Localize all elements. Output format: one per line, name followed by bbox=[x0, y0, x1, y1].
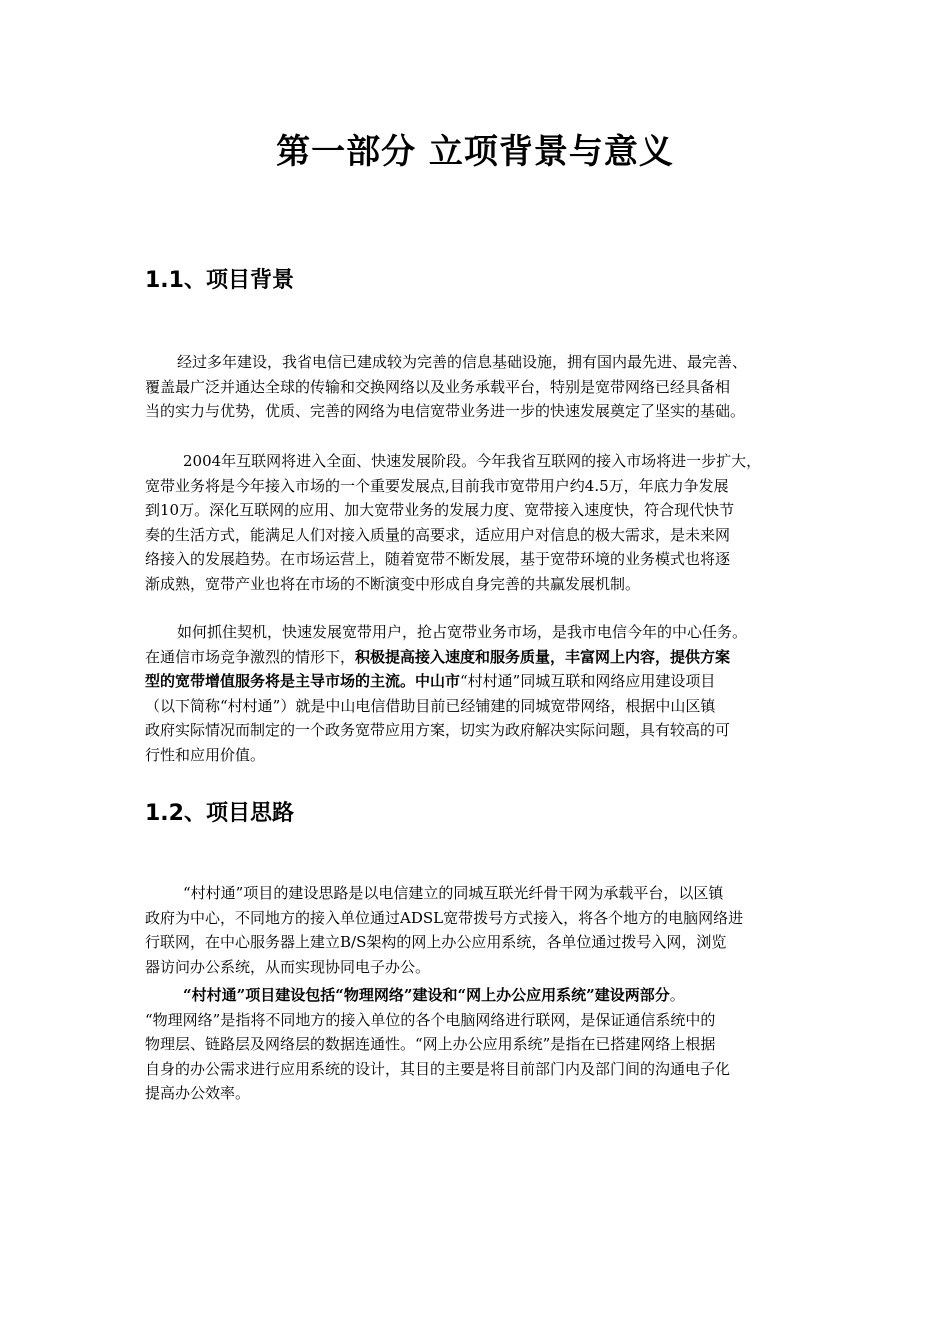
text-line bbox=[145, 983, 815, 1008]
emphasis-text: “村村通”项目建设包括“物理网络”建设和“网上办公应用系统”建设两部分 bbox=[183, 986, 670, 1004]
section-heading-background: 1.1、项目背景 bbox=[145, 268, 294, 293]
paragraph-approach-1 bbox=[145, 881, 815, 979]
paragraph-approach-2 bbox=[145, 983, 815, 1106]
text-line: 政府实际情况而制定的一个政务宽带应用方案，切实为政府解决实际问题，具有较高的可 bbox=[145, 721, 731, 739]
text-line: 行联网，在中心服务器上建立B/S架构的网上办公应用系统，各单位通过拨号入网，浏览 bbox=[145, 933, 727, 951]
page-title: 第一部分 立项背景与意义 bbox=[276, 132, 674, 172]
text-line: 覆盖最广泛并通达全球的传输和交换网络以及业务承载平台，特别是宽带网络已经具备相 bbox=[145, 377, 731, 396]
text-line: 提高办公效率。 bbox=[145, 1084, 251, 1102]
text-line: 当的实力与优势，优质、完善的网络为电信宽带业务进一步的快速发展奠定了坚实的基础。 bbox=[145, 402, 746, 420]
emphasis-text: 积极提高接入速度和服务质量，丰富网上内容，提供方案 bbox=[355, 647, 731, 666]
text-span: 在通信市场竞争激烈的情形下， bbox=[145, 647, 356, 666]
text-line: 自身的办公需求进行应用系统的设计，其目的主要是将目前部门内及部门间的沟通电子化 bbox=[145, 1059, 731, 1078]
text-line: 宽带业务将是今年接入市场的一个重要发展点,目前我市宽带用户约4.5万，年底力争发展 bbox=[145, 476, 729, 495]
text-span: “村村通”同城互联和网络应用建设项目 bbox=[460, 672, 716, 690]
text-line: 经过多年建设，我省电信已建成较为完善的信息基础设施，拥有国内最先进、最完善、 bbox=[177, 353, 748, 371]
paragraph-background-3 bbox=[145, 620, 815, 767]
paragraph-background-1 bbox=[145, 350, 815, 424]
text-line: 奏的生活方式，能满足人们对接入质量的高要求，适应用户对信息的极大需求，是未来网 bbox=[145, 525, 731, 544]
text-line: 络接入的发展趋势。在市场运营上，随着宽带不断发展，基于宽带环境的业务模式也将逐 bbox=[145, 550, 731, 568]
text-line: 行性和应用价值。 bbox=[145, 745, 266, 764]
text-line: （以下简称“村村通”）就是中山电信借助目前已经铺建的同城宽带网络，根据中山区镇 bbox=[145, 696, 716, 715]
text-line: 政府为中心，不同地方的接入单位通过ADSL宽带拨号方式接入，将各个地方的电脑网络进 bbox=[145, 908, 744, 927]
text-line bbox=[145, 645, 815, 670]
text-line: 渐成熟，宽带产业也将在市场的不断演变中形成自身完善的共赢发展机制。 bbox=[145, 574, 641, 593]
text-span: 。 bbox=[669, 986, 685, 1004]
emphasis-text: 型的宽带增值服务将是主导市场的主流。中山市 bbox=[145, 672, 461, 690]
text-line: 2004年互联网将进入全面、快速发展阶段。今年我省互联网的接入市场将进一步扩大， bbox=[183, 452, 762, 470]
text-line: 物理层、链路层及网络层的数据连通性。“网上办公应用系统”是指在已搭建网络上根据 bbox=[145, 1035, 716, 1053]
text-line: 到10万。深化互联网的应用、加大宽带业务的发展力度、宽带接入速度快，符合现代快节 bbox=[145, 501, 735, 519]
paragraph-background-2 bbox=[145, 449, 815, 596]
text-line: “物理网络”是指将不同地方的接入单位的各个电脑网络进行联网，是保证通信系统中的 bbox=[145, 1010, 716, 1029]
section-heading-approach: 1.2、项目思路 bbox=[145, 801, 294, 826]
text-line: 器访问办公系统，从而实现协同电子办公。 bbox=[145, 957, 431, 976]
text-line: 如何抓住契机，快速发展宽带用户，抢占宽带业务市场，是我市电信今年的中心任务。 bbox=[177, 623, 748, 641]
text-line: “村村通”项目的建设思路是以电信建立的同城互联光纤骨干网为承载平台，以区镇 bbox=[183, 884, 724, 902]
text-line bbox=[145, 669, 815, 694]
